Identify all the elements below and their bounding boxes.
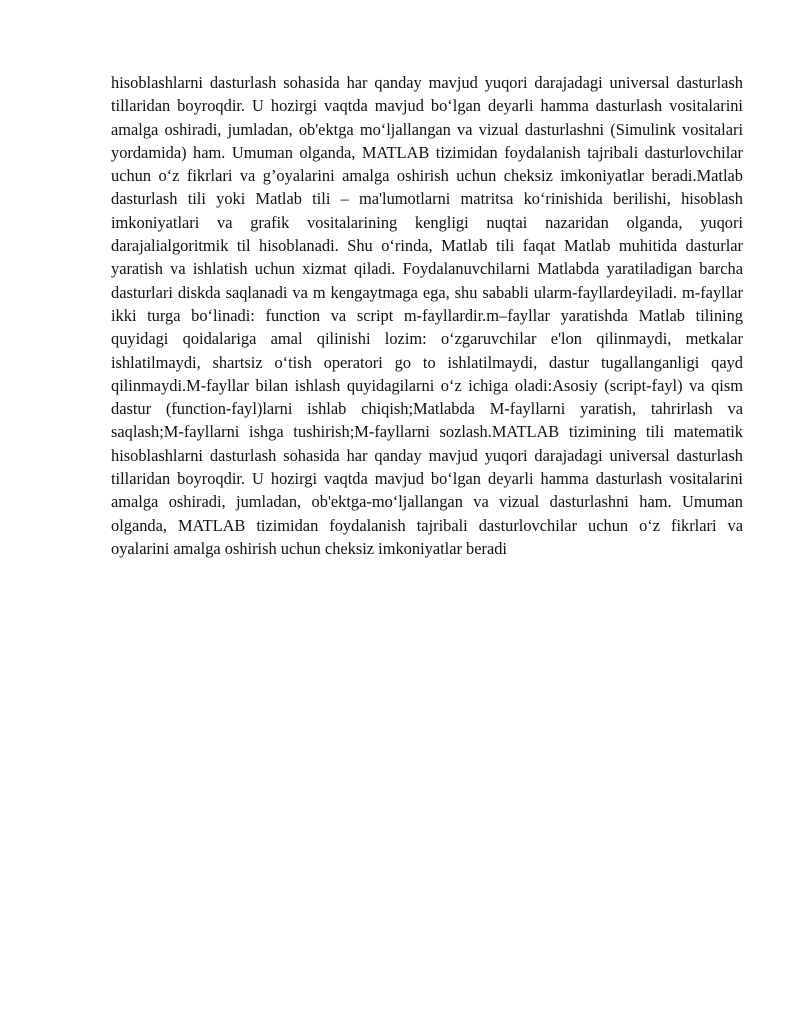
body-paragraph: hisoblashlarni dasturlash sohasida har qanday mavjud yuqori darajadagi universal dasturlash tillaridan boyroqdir. U hozirgi vaqtda mavjud bo‘lgan deyarli hamma dasturlash vositalarini amalga oshiradi, jumladan, ob'ektga mo‘ljallangan va vizual dasturlashni (Simulink vositalari yordamida) ham. Umuman olganda, MATLAB tizimidan foydalanish tajribali dasturlovchilar uchun o‘z fikrlari va g’oyalarini amalga oshirish uchun cheksiz imkoniyatlar beradi.Matlab dasturlash tili yoki Matlab tili – ma'lumotlarni matritsa ko‘rinishida berilishi, hisoblash imkoniyatlari va grafik vositalarining kengligi nuqtai nazaridan olganda, yuqori darajalialgoritmik til hisoblanadi. Shu o‘rinda, Matlab tili faqat Matlab muhitida dasturlar yaratish va ishlatish uchun xizmat qiladi. Foydalanuvchilarni Matlabda yaratiladigan barcha dasturlari diskda saqlanadi va m kengaytmaga ega, shu sababli ularm-fayllardeyiladi. m-fayllar ikki turga bo‘linadi: function va script m-fayllardir.m–fayllar yaratishda Matlab tilining quyidagi qoidalariga amal qilinishi lozim: o‘zgaruvchilar e'lon qilinmaydi, metkalar ishlatilmaydi, shartsiz o‘tish operatori go to ishlatilmaydi, dastur tugallanganligi qayd qilinmaydi.M-fayllar bilan ishlash quyidagilarni o‘z ichiga oladi:Asosiy (script-fayl) va qism dastur (function-fayl)larni ishlab chiqish;Matlabda M-fayllarni yaratish, tahrirlash va saqlash;M-fayllarni ishga tushirish;M-fayllarni sozlash.MATLAB tizimining tili matematik hisoblashlarni dasturlash sohasida har qanday mavjud yuqori darajadagi universal dasturlash tillaridan boyroqdir. U hozirgi vaqtda mavjud bo‘lgan deyarli hamma dasturlash vositalarini amalga oshiradi, jumladan, ob'ektga-mo‘ljallangan va vizual dasturlashni ham. Umuman olganda, MATLAB tizimidan foydalanish tajribali dasturlovchilar uchun o‘z fikrlari va oyalarini amalga oshirish uchun cheksiz imkoniyatlar beradi — [111, 73, 743, 558]
